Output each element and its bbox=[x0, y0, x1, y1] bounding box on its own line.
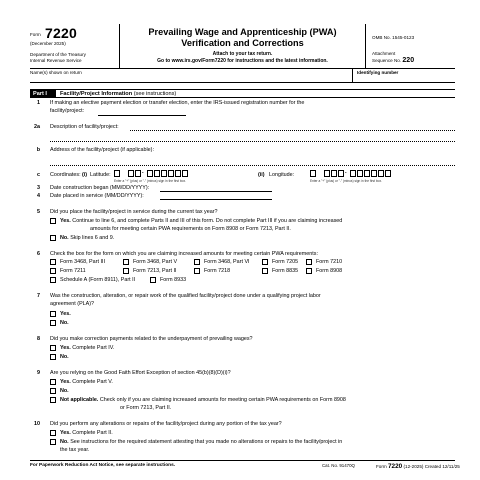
form-7218-checkbox[interactable] bbox=[194, 268, 200, 274]
latitude-box[interactable] bbox=[128, 170, 134, 177]
part-1-header bbox=[30, 89, 455, 98]
line-1-text-a: If making an elective payment election or transfer election, enter the IRS-issued registration number for the bbox=[50, 100, 305, 106]
form-7205-checkbox[interactable] bbox=[262, 259, 268, 265]
form-7211-label: Form 7211 bbox=[60, 268, 86, 274]
names-label: Name(s) shown on return bbox=[30, 70, 82, 75]
line-9-no-checkbox[interactable] bbox=[50, 388, 56, 394]
form-8835-label: Form 8835 bbox=[272, 268, 299, 274]
latitude-box[interactable] bbox=[147, 170, 153, 177]
form-revision: (December 2025) bbox=[30, 41, 66, 46]
form-number: 7220 bbox=[45, 25, 77, 41]
name-row bbox=[30, 69, 455, 83]
line-10-yes-checkbox[interactable] bbox=[50, 430, 56, 436]
form-8933-label: Form 8933 bbox=[160, 277, 187, 283]
title-line-2: Verification and Corrections bbox=[181, 37, 304, 48]
form-8908-checkbox[interactable] bbox=[306, 268, 312, 274]
line-10-yes-option: Yes. Complete Part II. bbox=[60, 430, 113, 436]
form-3468-part-vi-label: Form 3468, Part VI bbox=[204, 259, 250, 265]
identifying-number-label[interactable]: Identifying number bbox=[352, 69, 398, 83]
latitude-box[interactable] bbox=[175, 170, 181, 177]
latitude-sign-box[interactable] bbox=[114, 170, 120, 177]
line-2a-number: 2a bbox=[34, 124, 40, 130]
latitude-hint: Enter a "+" (plus) or "-" (minus) sign in the first box. bbox=[114, 179, 186, 183]
form-8933-checkbox[interactable] bbox=[150, 277, 156, 283]
form-8835-checkbox[interactable] bbox=[262, 268, 268, 274]
form-8908-label: Form 8908 bbox=[316, 268, 343, 274]
form-id-block bbox=[30, 24, 120, 69]
description-field-2[interactable] bbox=[50, 141, 455, 142]
latitude-box[interactable] bbox=[135, 170, 141, 177]
line-2c-number: c bbox=[37, 172, 40, 178]
line-9-no-label: No. bbox=[60, 388, 69, 394]
form-3468-part-vi-checkbox[interactable] bbox=[194, 259, 200, 265]
longitude-sign-box[interactable] bbox=[310, 170, 316, 177]
form-header bbox=[30, 24, 455, 69]
line-5-text: Did you place the facility/project in service during the current tax year? bbox=[50, 209, 218, 215]
attachment-label: Attachment bbox=[372, 51, 396, 56]
line-4-number: 4 bbox=[37, 193, 40, 199]
part-1-label: Part I bbox=[30, 90, 56, 98]
longitude-box[interactable] bbox=[364, 170, 370, 177]
line-10-no-text-b: the tax year. bbox=[60, 447, 90, 453]
line-9-not-applicable-option: Not applicable. Check only if you are claiming increased amounts for meeting certain PWA requirements on Form 8908 bbox=[60, 397, 346, 403]
longitude-box[interactable] bbox=[385, 170, 391, 177]
longitude-marker: (ii) bbox=[258, 172, 265, 178]
line-8-yes-option: Yes. Complete Part IV. bbox=[60, 345, 115, 351]
decimal-point: . bbox=[142, 169, 144, 175]
catalog-number: Cat. No. 91470Q bbox=[322, 463, 355, 468]
line-2a-text: Description of facility/project: bbox=[50, 124, 119, 130]
registration-number-field[interactable] bbox=[98, 115, 186, 116]
longitude-box[interactable] bbox=[331, 170, 337, 177]
latitude-box[interactable] bbox=[161, 170, 167, 177]
line-7-text-b: agreement (PLA)? bbox=[50, 301, 95, 307]
line-1-number: 1 bbox=[37, 100, 40, 106]
form-7210-label: Form 7210 bbox=[316, 259, 343, 265]
sequence-number: 220 bbox=[402, 56, 415, 64]
omb-block bbox=[365, 24, 455, 69]
line-7-no-label: No. bbox=[60, 320, 69, 326]
line-2b-number: b bbox=[36, 147, 40, 153]
line-9-number: 9 bbox=[37, 370, 40, 376]
agency: Internal Revenue Service bbox=[30, 57, 82, 63]
form-7213-part-ii-checkbox[interactable] bbox=[123, 268, 129, 274]
line-3-text: Date construction began (MM/DD/YYYY): bbox=[50, 185, 150, 191]
footer-form-id: Form 7220 (12-2025) Created 12/11/25 bbox=[376, 463, 460, 470]
form-3468-part-iii-label: Form 3468, Part III bbox=[60, 259, 105, 265]
part-1-note: (see instructions) bbox=[133, 91, 177, 97]
department-block bbox=[30, 52, 86, 63]
line-10-number: 10 bbox=[34, 421, 40, 427]
line-10-no-option: No. See instructions for the required statement attesting that you made no alterations or repairs to the facility/project in bbox=[60, 439, 343, 445]
placed-in-service-date-field[interactable] bbox=[160, 199, 272, 200]
attachment-sequence bbox=[372, 51, 414, 65]
longitude-box[interactable] bbox=[357, 170, 363, 177]
coordinates-label: Coordinates: bbox=[50, 172, 81, 178]
line-5-no-checkbox[interactable] bbox=[50, 235, 56, 241]
sequence-label: Sequence No. bbox=[372, 57, 402, 63]
line-9-yes-option: Yes. Complete Part V. bbox=[60, 379, 113, 385]
longitude-box[interactable] bbox=[338, 170, 344, 177]
latitude-box[interactable] bbox=[154, 170, 160, 177]
line-9-not-applicable-checkbox[interactable] bbox=[50, 397, 56, 403]
department: Department of the Treasury bbox=[30, 52, 86, 57]
form-7211-checkbox[interactable] bbox=[50, 268, 56, 274]
line-7-no-checkbox[interactable] bbox=[50, 320, 56, 326]
part-1-title: Facility/Project Information (see instructions) bbox=[60, 91, 177, 97]
longitude-box[interactable] bbox=[324, 170, 330, 177]
line-7-number: 7 bbox=[37, 293, 40, 299]
line-8-no-label: No. bbox=[60, 354, 69, 360]
title-line-1: Prevailing Wage and Apprenticeship (PWA) bbox=[148, 27, 337, 37]
line-7-yes-label: Yes. bbox=[60, 311, 71, 317]
line-5-yes-checkbox[interactable] bbox=[50, 218, 56, 224]
paperwork-notice: For Paperwork Reduction Act Notice, see separate instructions. bbox=[30, 463, 176, 468]
description-field[interactable] bbox=[130, 130, 455, 131]
line-1-text-b: facility/project: bbox=[50, 108, 85, 114]
line-2b-text: Address of the facility/project (if applicable): bbox=[50, 147, 154, 153]
form-3468-part-iii-checkbox[interactable] bbox=[50, 259, 56, 265]
line-8-no-checkbox[interactable] bbox=[50, 354, 56, 360]
form-7213-part-ii-label: Form 7213, Part II bbox=[133, 268, 177, 274]
line-3-number: 3 bbox=[37, 185, 40, 191]
line-8-text: Did you make correction payments related to the underpayment of prevailing wages? bbox=[50, 336, 253, 342]
schedule-a-form-8911-checkbox[interactable] bbox=[50, 277, 56, 283]
line-5-number: 5 bbox=[37, 209, 40, 215]
form-3468-part-v-label: Form 3468, Part V bbox=[133, 259, 178, 265]
line-8-yes-checkbox[interactable] bbox=[50, 345, 56, 351]
longitude-box[interactable] bbox=[350, 170, 356, 177]
decimal-point: . bbox=[345, 169, 347, 175]
longitude-box[interactable] bbox=[378, 170, 384, 177]
longitude-label: Longitude: bbox=[269, 172, 295, 178]
line-5-yes-text-b: amounts for meeting certain PWA requirements on Form 8908 or Form 7213, Part II. bbox=[90, 226, 291, 232]
line-10-no-checkbox[interactable] bbox=[50, 439, 56, 445]
form-title bbox=[120, 27, 365, 48]
line-8-number: 8 bbox=[37, 336, 40, 342]
goto-note: Go to www.irs.gov/Form7220 for instructions and the latest information. bbox=[157, 58, 328, 64]
form-word: Form bbox=[30, 32, 41, 37]
line-4-text: Date placed in service (MM/DD/YYYY): bbox=[50, 193, 144, 199]
footer-rule bbox=[30, 460, 455, 461]
latitude-box[interactable] bbox=[168, 170, 174, 177]
line-5-yes-option: Yes. Continue to line 6, and complete Parts II and III of this form. Do not complete Part III if you are claiming increased bbox=[60, 218, 343, 224]
construction-date-field[interactable] bbox=[160, 191, 272, 192]
line-6-number: 6 bbox=[37, 251, 40, 257]
omb-number: OMB No. 1545-0123 bbox=[372, 35, 415, 40]
line-5-no-option: No. Skip lines 6 and 9. bbox=[60, 235, 115, 241]
form-3468-part-v-checkbox[interactable] bbox=[123, 259, 129, 265]
attach-note: Attach to your tax return. bbox=[212, 51, 273, 57]
line-6-text: Check the box for the form on which you are claiming increased amounts for meeting certain PWA requirements: bbox=[50, 251, 318, 257]
line-9-na-text-b: or Form 7213, Part II. bbox=[120, 405, 172, 411]
schedule-a-form-8911-label: Schedule A (Form 8911), Part II bbox=[60, 277, 136, 283]
form-7205-label: Form 7205 bbox=[272, 259, 299, 265]
address-field[interactable] bbox=[50, 165, 455, 166]
line-9-yes-checkbox[interactable] bbox=[50, 379, 56, 385]
line-7-text-a: Was the construction, alteration, or repair work of the qualified facility/project done under a qualifying project labor bbox=[50, 293, 321, 299]
form-7218-label: Form 7218 bbox=[204, 268, 231, 274]
line-9-text: Are you relying on the Good Faith Effort Exception of section 45(b)(8)(D)(i)? bbox=[50, 370, 231, 376]
line-7-yes-checkbox[interactable] bbox=[50, 311, 56, 317]
latitude-marker: (i) bbox=[82, 172, 88, 178]
longitude-box[interactable] bbox=[371, 170, 377, 177]
latitude-box[interactable] bbox=[182, 170, 188, 177]
longitude-hint: Enter a "+" (plus) or "-" (minus) sign in the first box. bbox=[310, 179, 382, 183]
line-10-text: Did you perform any alterations or repairs of the facility/project during any portion of the tax year? bbox=[50, 421, 282, 427]
form-7210-checkbox[interactable] bbox=[306, 259, 312, 265]
latitude-label: Latitude: bbox=[90, 172, 111, 178]
